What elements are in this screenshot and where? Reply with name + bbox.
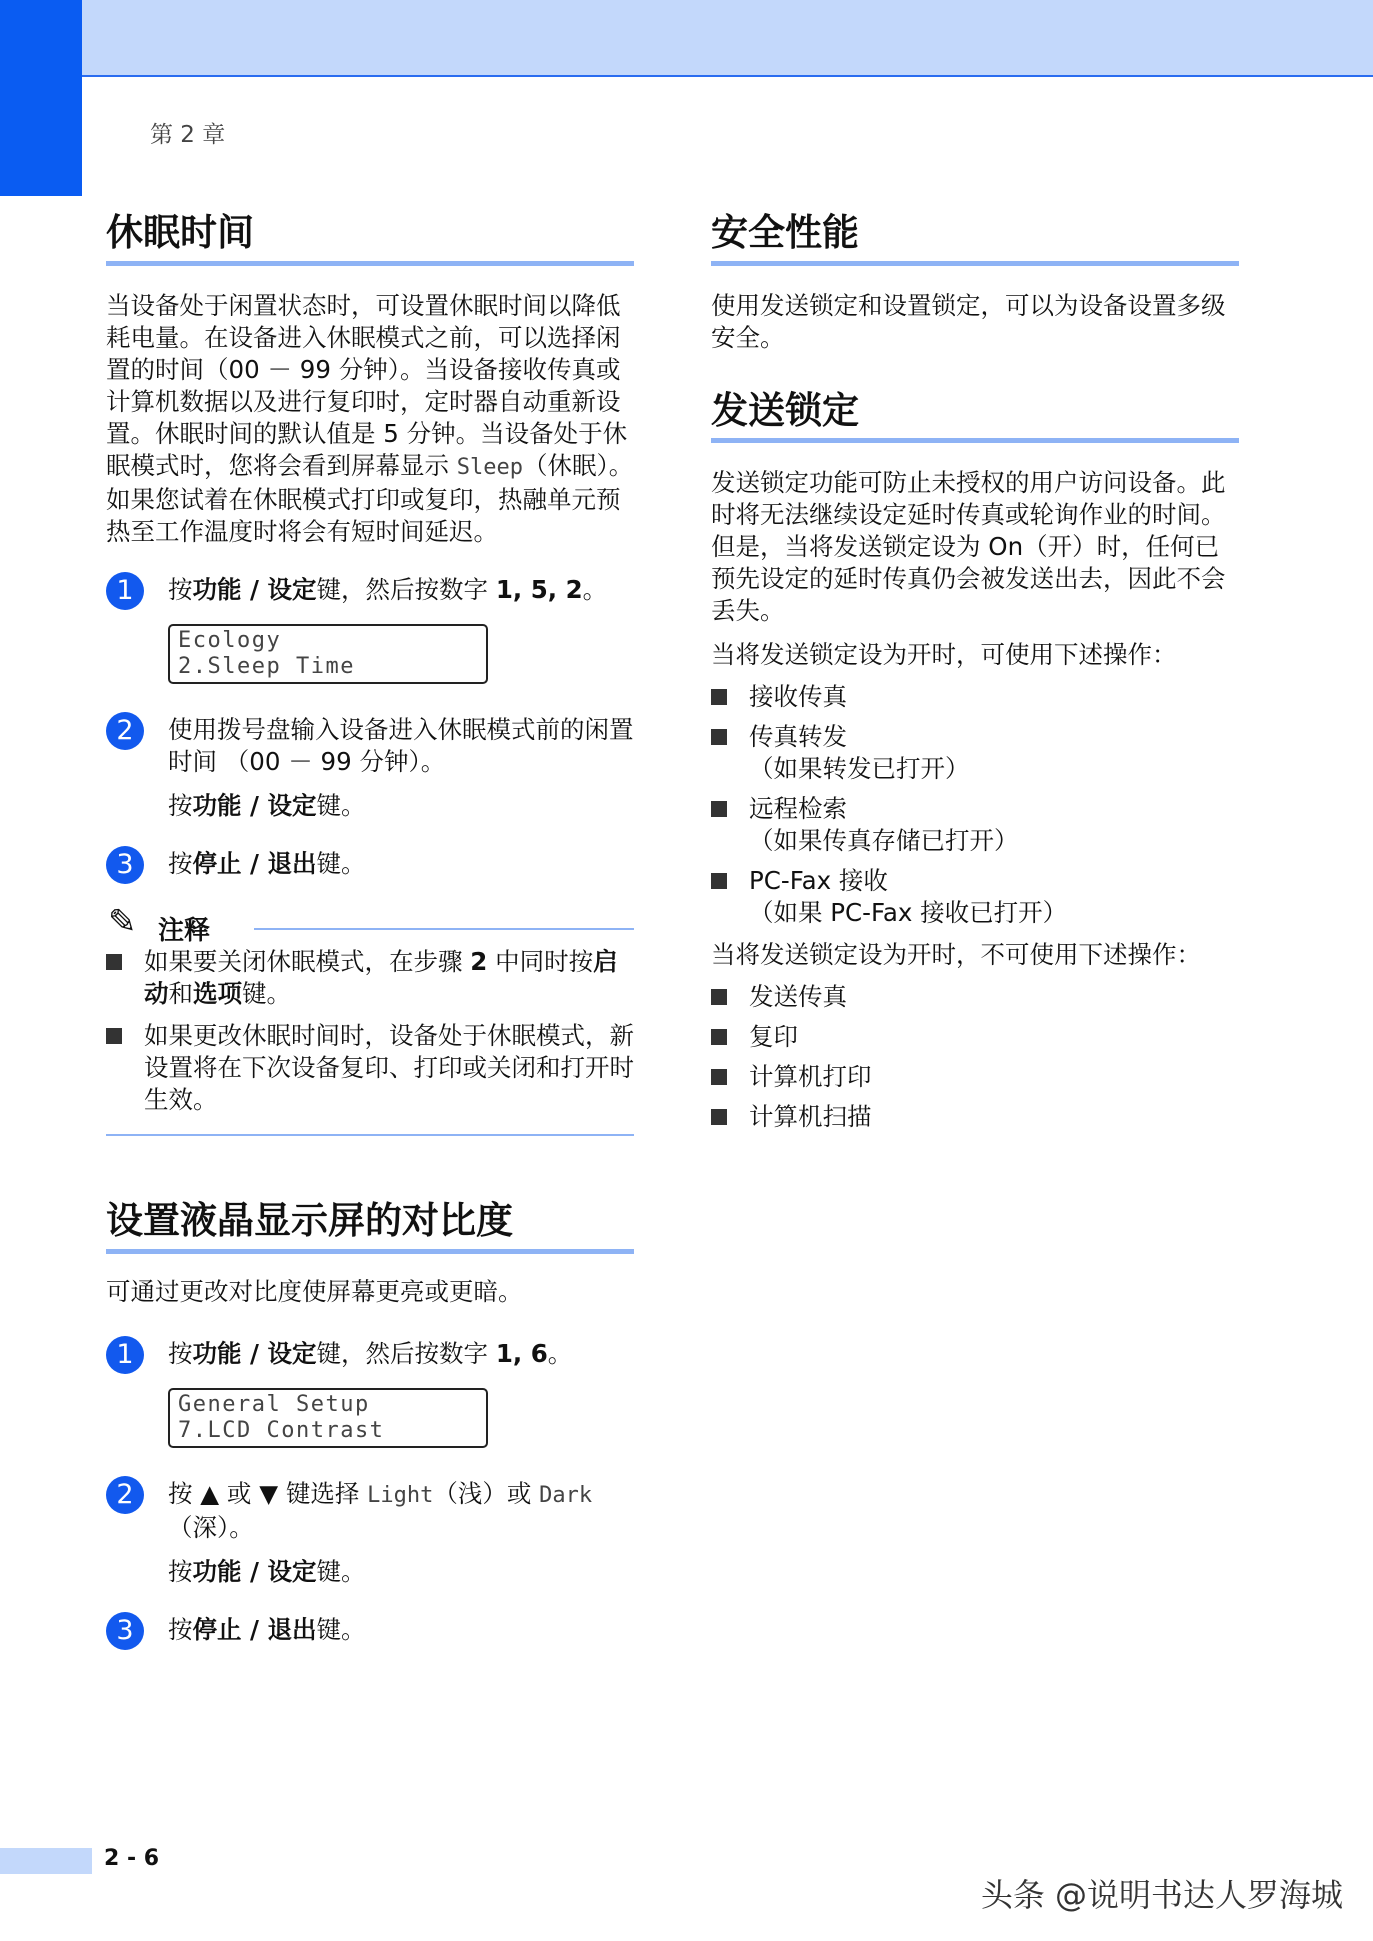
step-number: 1 (106, 572, 144, 610)
sleep-title: 休眠时间 (106, 212, 634, 266)
security-title: 安全性能 (711, 212, 1239, 266)
note-divider (106, 1134, 634, 1136)
txlock-can-intro: 当将发送锁定设为开时，可使用下述操作： (711, 640, 1177, 670)
step-number: 1 (106, 1336, 144, 1374)
chapter-tab (0, 0, 82, 196)
step-number: 3 (106, 1612, 144, 1650)
page-number: 2 - 6 (104, 1846, 160, 1871)
step-number: 2 (106, 712, 144, 750)
contrast-paragraph: 可通过更改对比度使屏幕更亮或更暗。 (106, 1276, 523, 1306)
security-paragraph: 使用发送锁定和设置锁定，可以为设备设置多级安全。 (711, 290, 1226, 352)
sleep-paragraph: 当设备处于闲置状态时，可设置休眠时间以降低耗电量。在设备进入休眠模式之前，可以选择闲置的时间（00 － 99 分钟）。当设备接收传真或计算机数据以及进行复印时，定时器自动重新设置。休眠时间的默认值是 5 分钟。当设备处于休眠模式时，您将会看到屏幕显示 Sleep（休眠）。如果您试着在休眠模式打印或复印，热融单元预热至工作温度时将会有短时间延迟。 (106, 290, 634, 546)
step-number: 3 (106, 846, 144, 884)
cannot-item: 计算机扫描 (711, 1101, 1239, 1133)
txlock-cannot-intro: 当将发送锁定设为开时，不可使用下述操作： (711, 940, 1201, 970)
can-item: PC-Fax 接收 （如果 PC-Fax 接收已打开） (711, 865, 1239, 929)
watermark: 头条 @说明书达人罗海城 (980, 1876, 1343, 1914)
contrast-step-3: 3 按停止 / 退出键。 (106, 1614, 634, 1646)
can-item: 接收传真 (711, 681, 1239, 713)
header-bar (0, 0, 1373, 77)
contrast-section (106, 1200, 634, 1646)
contrast-step-2: 2 按 ▲ 或 ▼ 键选择 Light（浅）或 Dark（深）。 按功能 / 设定键。 (106, 1478, 634, 1588)
cannot-item: 复印 (711, 1021, 1239, 1053)
step-number: 2 (106, 1476, 144, 1514)
contrast-title: 设置液晶显示屏的对比度 (106, 1200, 634, 1254)
cannot-item: 发送传真 (711, 981, 1239, 1013)
txlock-paragraph: 发送锁定功能可防止未授权的用户访问设备。此时将无法继续设定延时传真或轮询作业的时间。但是，当将发送锁定设为 On（开）时，任何已预先设定的延时传真仍会被发送出去，因此不会丢失。 (711, 468, 1226, 626)
sleep-step-1: 1 按功能 / 设定键，然后按数字 1, 5, 2。 (106, 574, 634, 606)
note-pencil-icon: ✎ (108, 901, 137, 942)
sleep-step-2: 2 使用拨号盘输入设备进入休眠模式前的闲置时间 （00 － 99 分钟）。 按功能 / 设定键。 (106, 714, 634, 822)
security-section (711, 212, 1239, 1133)
cannot-item: 计算机打印 (711, 1061, 1239, 1093)
lcd-display: Ecology 2.Sleep Time (168, 624, 488, 684)
can-item: 远程检索 （如果传真存储已打开） (711, 793, 1239, 857)
lcd-display: General Setup 7.LCD Contrast (168, 1388, 488, 1448)
sleep-step-3: 3 按停止 / 退出键。 (106, 848, 634, 880)
footer-bar (0, 1848, 92, 1874)
contrast-step-1: 1 按功能 / 设定键，然后按数字 1, 6。 (106, 1338, 634, 1370)
note-item: 如果更改休眠时间时，设备处于休眠模式，新设置将在下次设备复印、打印或关闭和打开时生效。 (106, 1020, 634, 1116)
chapter-label: 第 2 章 (150, 122, 226, 148)
note-item: 如果要关闭休眠模式，在步骤 2 中同时按启动和选项键。 (106, 946, 634, 1010)
note-header: ✎ 注释 (106, 902, 634, 946)
can-item: 传真转发 （如果转发已打开） (711, 721, 1239, 785)
txlock-title: 发送锁定 (711, 390, 1239, 444)
sleep-section (106, 212, 634, 1136)
